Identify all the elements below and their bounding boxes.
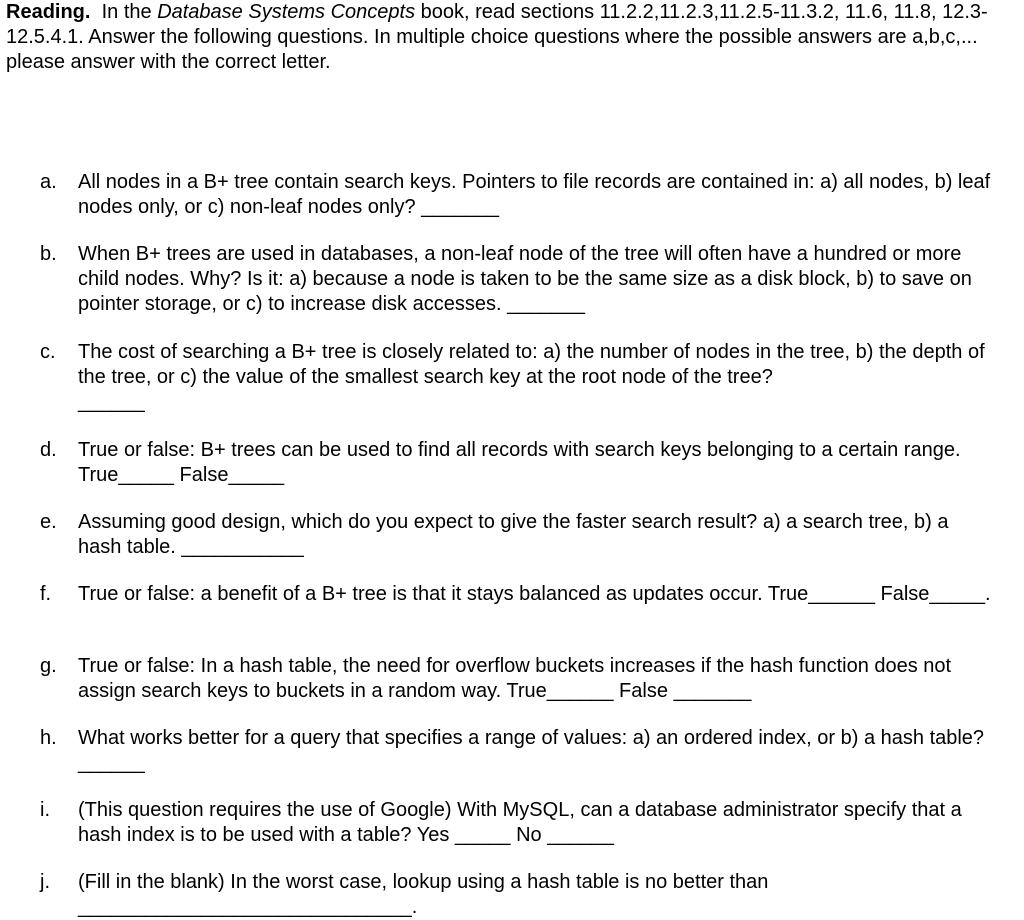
intro-pre: In the (101, 1, 152, 23)
question-text: What works better for a query that specifies a range of values: a) an ordered index, or b) a hash table? ______ (78, 727, 985, 774)
question-letter: d. (40, 439, 57, 461)
reading-instructions (6, 0, 1018, 75)
answer-blank-j: ______________________________. (78, 896, 418, 918)
question-text: All nodes in a B+ tree contain search keys. Pointers to file records are contained in: a) all nodes, b) leaf nodes only, or c) non-leaf nodes only? _______ (78, 171, 991, 218)
question-letter: b. (40, 243, 57, 265)
question-letter: c. (40, 341, 56, 363)
question-text: True or false: In a hash table, the need for overflow buckets increases if the hash function does not assign search keys to buckets in a random way. True______ False _______ (78, 655, 952, 702)
reading-heading: Reading. (6, 1, 91, 23)
question-c-text: The cost of searching a B+ tree is closely related to: a) the number of nodes in the tree, b) the depth of the tree, or c) the value of the smallest search key at the root node of the tree? (78, 341, 985, 388)
answer-blank-c: ______ (78, 391, 145, 413)
question-text (78, 870, 992, 920)
question-text: When B+ trees are used in databases, a non-leaf node of the tree will often have a hundred or more child nodes. Why? Is it: a) because a node is taken to be the same size as a disk block, b) to save on pointer storage, or c) to increase disk accesses. _______ (78, 243, 972, 315)
book-title: Database Systems Concepts (157, 1, 416, 23)
question-letter: f. (40, 583, 52, 605)
intro-post: book, read sections 11.2.2,11.2.3,11.2.5-11.3.2, 11.6, 11.8, 12.3-12.5.4.1. Answer the following questions. In multiple choice questions where the possible answers are a,b,c,... please answer with the correct letter. (6, 1, 988, 73)
question-text: True or false: B+ trees can be used to find all records with search keys belonging to a certain range. True_____ False_____ (78, 439, 961, 486)
question-text: True or false: a benefit of a B+ tree is that it stays balanced as updates occur. True______ False_____. (78, 583, 991, 605)
question-text (78, 340, 992, 415)
question-text: Assuming good design, which do you expect to give the faster search result? a) a search tree, b) a hash table. ___________ (78, 511, 949, 558)
question-letter: g. (40, 655, 57, 677)
question-letter: i. (40, 799, 50, 821)
question-letter: e. (40, 511, 57, 533)
question-letter: a. (40, 171, 57, 193)
question-letter: h. (40, 727, 57, 749)
question-text: (This question requires the use of Google) With MySQL, can a database administrator specify that a hash index is to be used with a table? Yes _____ No ______ (78, 799, 962, 846)
question-letter: j. (40, 871, 50, 893)
question-j-text: (Fill in the blank) In the worst case, lookup using a hash table is no better than (78, 871, 769, 893)
